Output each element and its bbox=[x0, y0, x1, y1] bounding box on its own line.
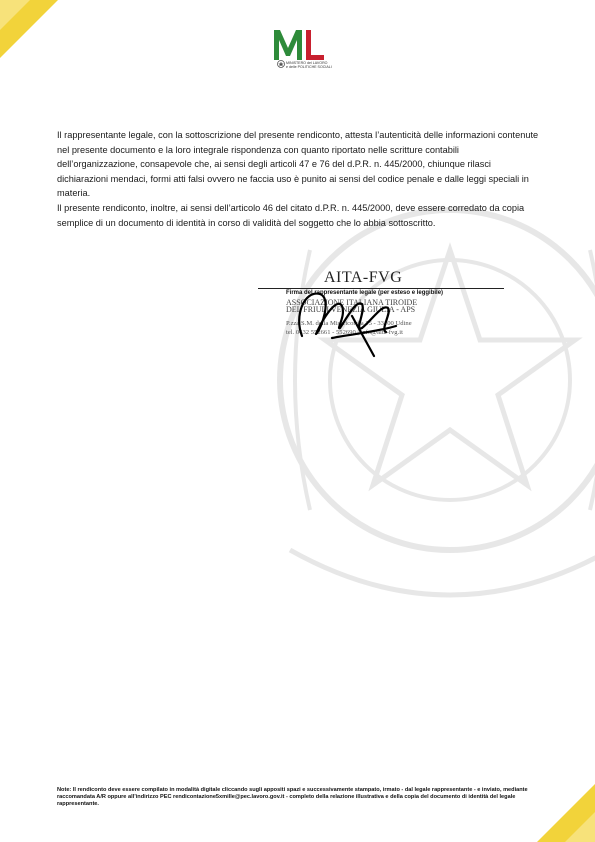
corner-decoration-bottom-right-inner bbox=[565, 812, 595, 842]
logo-caption bbox=[286, 61, 332, 69]
logo-caption-line2: e delle POLITICHE SOCIALI bbox=[286, 65, 332, 69]
stamp-line-4: tel. 0432 552661 - 552690 | info@aita-fvg.it bbox=[286, 329, 403, 336]
declaration-text bbox=[57, 128, 540, 230]
declaration-paragraph-1: Il rappresentante legale, con la sottoscrizione del presente rendiconto, attesta l’autenticità delle informazioni contenute nel presente documento e la loro integrale rispondenza con quanto riportato nelle scritture contabili dell’organizzazione, consapevole che, ai sensi degli articoli 47 e 76 del d.P.R. n. 445/2000, chiunque rilasci dichiarazioni mendaci, formi atti falsi ovvero ne faccia uso è punito ai sensi del codice penale e dalle leggi speciali in materia. bbox=[57, 130, 539, 199]
footer-note: Note: Il rendiconto deve essere compilato in modalità digitale cliccando sugli appositi spazi e successivamente stampato, irmato - dal legale rappresentante - e inviato, mediante raccomandata A/R oppure all’indirizzo PEC rendicontazione5xmille@pec.lavoro.gov.it - completo della relazione illustrativa e della copia del documento di identità del legale rappresentante. bbox=[57, 787, 528, 807]
stamp-line-3: P.zza S.M. della Misericordia 15 - 33100 Udine bbox=[286, 320, 412, 327]
corner-decoration-top-left-inner bbox=[0, 0, 30, 30]
handwritten-signature bbox=[292, 276, 412, 358]
declaration-paragraph-2: Il presente rendiconto, inoltre, ai sensi dell’articolo 46 del citato d.P.R. n. 445/2000, deve essere corredato da copia semplice di un documento di identità in corso di validità del soggetto che lo abbia sottoscritto. bbox=[57, 202, 525, 228]
logo-caption-line1: MINISTERO del LAVORO bbox=[286, 61, 328, 65]
signature-label: Firma del rappresentante legale (per esteso e leggibile) bbox=[286, 290, 444, 296]
stamp-line-2: DEL FRIULI VENEZIA GIULIA - APS bbox=[286, 305, 416, 314]
stamp-line-1: ASSOCIAZIONE ITALIANA TIROIDE bbox=[286, 298, 418, 307]
emblem-icon bbox=[277, 60, 285, 68]
signature-area bbox=[258, 268, 518, 358]
stamp-title: AITA-FVG bbox=[324, 269, 403, 286]
